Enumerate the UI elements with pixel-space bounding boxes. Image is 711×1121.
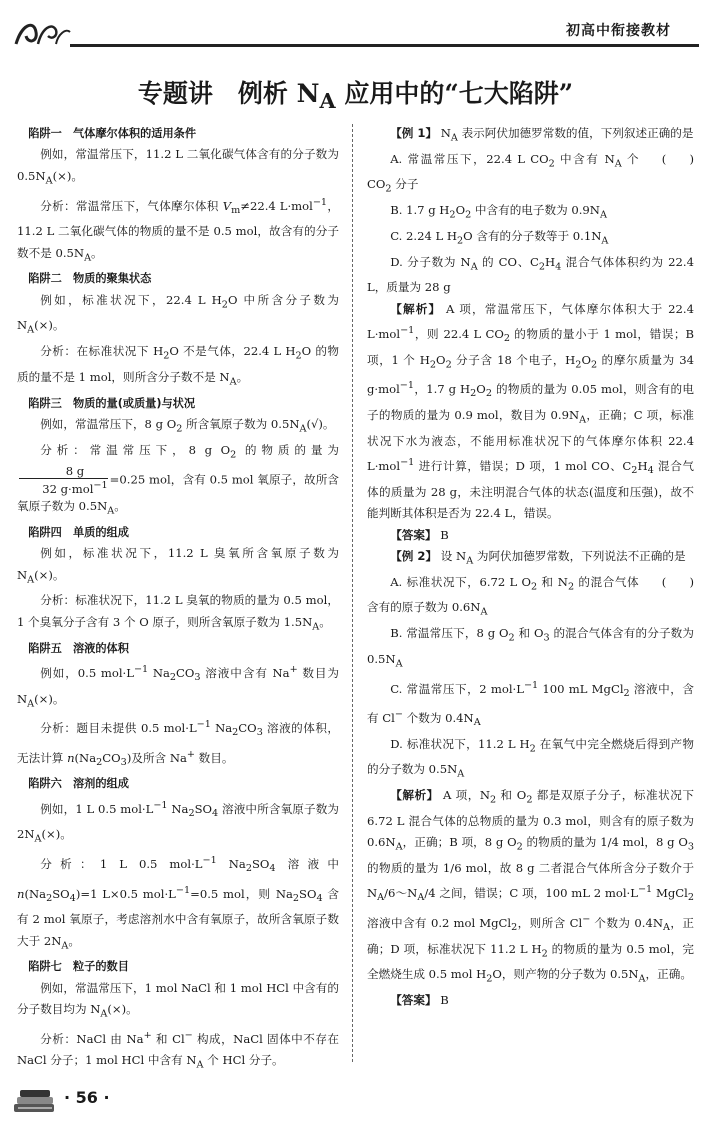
paragraph: 分析：常温常压下，气体摩尔体积 $V_m\ne 22.4$ L·mol$^{-1}$，11.2 L 二氧化碳气体的物质的量不是 0.5 mol，故含有的分子数不是 $0.5N_A$。 [17, 196, 339, 263]
section-heading: 陷阱一 气体摩尔体积的适用条件 [28, 127, 197, 140]
books-icon [12, 1086, 58, 1114]
paragraph: 分析：NaCl 由 Na+ 和 Cl− 构成，NaCl 固体中不存在 NaCl 分子；1 mol HCl 中含有 $N_A$ 个 HCl 分子。 [17, 1029, 339, 1071]
paragraph: 【解析】 A 项，常温常压下，气体摩尔体积大于 22.4 L·mol$^{-1}$，则 22.4 L $CO_2$ 的物质的量小于 1 mol，错误；B 项，1 个 $H_2O_2$ 分子含 18 个电子，$H_2O_2$ 的摩尔质量为 34 g·mol$^{-1}$，1.7 g $H_2O_2$ 的物质的量为 0.05 mol，则含有的电子的物质的量为 0.9 mol，数目为 $0.9N_A$，正确；C 项，标准状况下水为液态，不能用标准状况下的气体摩尔体积 22.4 L·mol$^{-1}$ 进行计算，错误；D 项，1 mol CO、$C_2H_4$ 混合气体的质量为 28 g，未注明混合气体的状态(温度和压强)，故不能判断其体积是否为 22.4 L，错误。 [367, 301, 695, 521]
header-rule [70, 44, 699, 47]
paragraph: D. 标准状况下，11.2 L $H_2$ 在氧气中完全燃烧后得到产物的分子数为 $0.5N_A$ [367, 736, 695, 780]
column-divider [352, 124, 353, 1062]
paragraph: 【解析】 A 项，$N_2$ 和 $O_2$ 都是双原子分子，标准状况下 6.72 L 混合气体的总物质的量为 0.3 mol，则含有的原子数为 $0.6N_A$，正确；B 项，8 g $O_2$ 的物质的量为 1/4 mol，8 g $O_3$ 的物质的量为 1/6 mol，故 8 g 二者混合气体所含分子数介于 $N_A/6\sim N_A/4$ 之间，错误；C 项，100 mL 2 $mol\cdot L^{-1}$ MgCl$_2$ 溶液中含有 0.2 mol MgCl$_2$，则所含 Cl− 个数为 $0.4N_A$，正确；D 项，标准状况下 11.2 L $H_2$ 的物质的量为 0.5 mol，完全燃烧生成 0.5 mol $H_2O$，则产物的分子数为 $0.5N_A$，正确。 [367, 788, 694, 985]
section-heading: 陷阱二 物质的聚集状态 [28, 272, 152, 286]
paragraph: A. 常温常压下，22.4 L $CO_2$ 中含有 $N_A$ 个 $CO_2$ 分子 [367, 151, 639, 195]
right-column [367, 123, 694, 1011]
paragraph: 例如，常温常压下，11.2 L 二氧化碳气体含有的分子数为 $0.5N_A(\times)$。 [17, 147, 339, 187]
page-title: 专题讲 例析 $N_A$ 应用中的“七大陷阱” [137, 79, 574, 113]
section-heading: 陷阱三 物质的量(或质量)与状况 [28, 396, 196, 410]
paragraph: B. 1.7 g $H_2O_2$ 中含有的电子数为 $0.9N_A$ [390, 203, 607, 221]
paragraph: 分析：常温常压下，8 g $O_2$ 的物质的量为 $\frac{8 g}{32 g\cdot mol^{-1}}$ =0.25 mol，含有 0.5 mol 氧原子，故所含氧原子数为 $0.5N_A$。 [17, 442, 339, 517]
paragraph: 分析：题目未提供 0.5 $mol\cdot L^{-1}$ $Na_2CO_3$ 溶液的体积，无法计算 $n(Na_2CO_3)$及所含 Na+ 数目。 [17, 719, 339, 769]
paragraph: 分析：在标准状况下 $H_2O$ 不是气体，22.4 L $H_2O$ 的物质的量不是 1 mol，则所含分子数不是 $N_A$。 [17, 344, 339, 388]
paragraph: C. 2.24 L $H_2O$ 含有的分子数等于 $0.1N_A$ [390, 228, 609, 247]
book-title: 初高中衔接教材 [566, 23, 671, 39]
paragraph: 例如，0.5 $mol\cdot L^{-1}$ $Na_2CO_3$ 溶液中含有 Na+ 数目为 $N_A(\times)$。 [17, 664, 339, 709]
paragraph: 【答案】 B [390, 992, 449, 1007]
paragraph: D. 分子数为 $N_A$ 的 CO、$C_2H_4$ 混合气体体积约为 22.4 L，质量为 28 g [367, 254, 694, 295]
swirl-logo-icon [12, 14, 72, 54]
section-heading: 陷阱五 溶液的体积 [28, 641, 129, 655]
left-column [17, 123, 339, 1076]
paragraph: 【例 1】 $N_A$ 表示阿伏加德罗常数的值，下列叙述正确的是 ( ) [390, 126, 694, 166]
paragraph: 例如，常温常压下，8 g $O_2$ 所含氧原子数为 $0.5N_A(√)$。 [40, 416, 335, 435]
page-footer [12, 1082, 212, 1116]
paragraph: A. 标准状况下，6.72 L $O_2$ 和 $N_2$ 的混合气体含有的原子数为 $0.6N_A$ [367, 574, 639, 618]
paragraph: 【答案】 B [390, 527, 449, 542]
page-number: · 56 · [64, 1088, 110, 1107]
paragraph: B. 常温常压下，8 g $O_2$ 和 $O_3$ 的混合气体含有的分子数为 $0.5N_A$ [367, 626, 694, 670]
section-heading: 陷阱六 溶剂的组成 [28, 777, 129, 791]
paragraph: 例如，标准状况下，11.2 L 臭氧所含氧原子数为 $N_A(\times)$。 [17, 546, 339, 586]
paragraph: 【例 2】 设 $N_A$ 为阿伏加德罗常数，下列说法不正确的是 ( ) [390, 548, 694, 589]
section-heading: 陷阱七 粒子的数目 [28, 960, 129, 974]
paragraph: C. 常温常压下，2 $mol\cdot L^{-1}$ 100 mL MgCl$_2$ 溶液中，含有 Cl− 个数为 $0.4N_A$ [367, 679, 695, 729]
paragraph: 例如，1 L 0.5 $mol\cdot L^{-1}$ $Na_2SO_4$ 溶液中所含氧原子数为 $2N_A(\times)$。 [17, 799, 340, 845]
page-header [0, 0, 711, 60]
paragraph: 例如，标准状况下，22.4 L $H_2O$ 中所含分子数为 $N_A(\times)$。 [17, 292, 339, 336]
paragraph: 分析：标准状况下，11.2 L 臭氧的物质的量为 0.5 mol，1 个臭氧分子含有 3 个 O 原子，则所含氧原子数为 $1.5N_A$。 [17, 593, 339, 633]
paragraph: 分析：1 L 0.5 $mol\cdot L^{-1}$ $Na_2SO_4$ 溶液中 $n(Na_2SO_4)=1$ L×0.5 $mol\cdot L^{-1}=0.5$ mol，则 $Na_2SO_4$ 含有 2 mol 氧原子，考虑溶剂水中含有氧原子，故所含氧原子数大于 $2N_A$。 [17, 855, 339, 952]
paragraph: 例如，常温常压下，1 mol NaCl 和 1 mol HCl 中含有的分子数目均为 $N_A(\times)$。 [17, 980, 339, 1020]
section-heading: 陷阱四 单质的组成 [28, 525, 129, 539]
